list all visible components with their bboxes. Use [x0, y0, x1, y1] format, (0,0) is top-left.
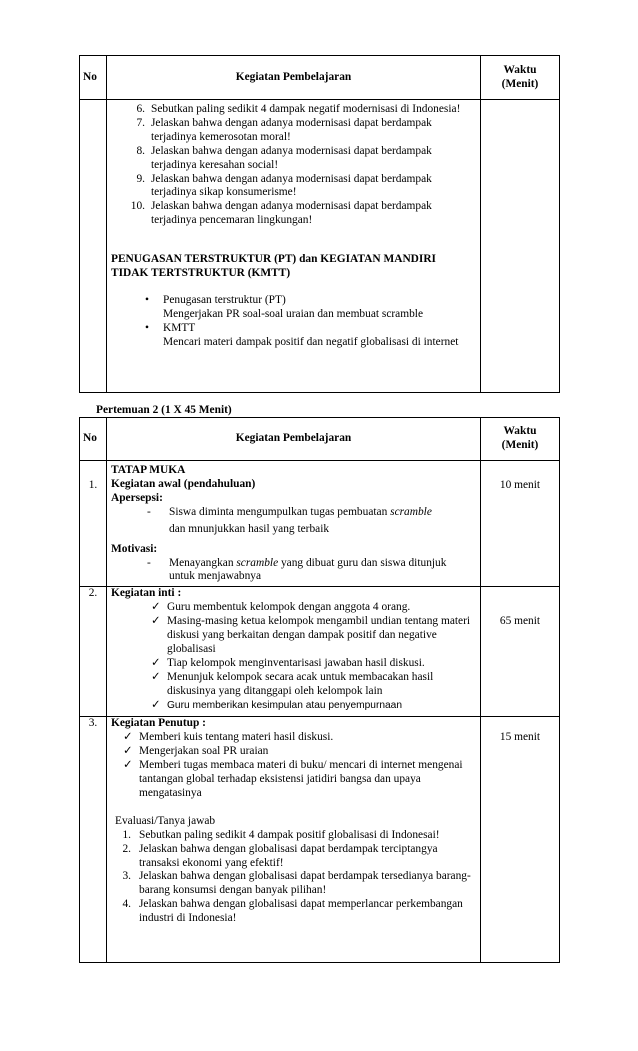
list-item: ✓ Guru membentuk kelompok dengan anggota 4 orang.	[151, 601, 411, 614]
checkmark-icon: ✓	[123, 745, 133, 758]
cell-activity	[107, 100, 481, 393]
row-number: 2.	[88, 587, 98, 600]
checkmark-icon: ✓	[151, 601, 161, 614]
list-item: 6. Sebutkan paling sedikit 4 dampak negatif modernisasi di Indonesia!	[136, 103, 461, 115]
list-item: 3. Jelaskan bahwa dengan globalisasi dapat berdampak tersedianya barang-barang konsumsi dengan banyak pilihan!	[122, 870, 471, 897]
apersepsi-continuation: dan mnunjukkan hasil yang terbaik	[169, 522, 330, 535]
list-item: - Siswa diminta mengumpulkan tugas pembuatan scramble	[147, 505, 432, 518]
activity-table-1	[79, 55, 560, 393]
assignment-bullets	[111, 294, 474, 350]
meeting-title: Pertemuan 2 (1 X 45 Menit)	[96, 404, 232, 416]
checkmark-icon: ✓	[151, 698, 161, 711]
table-row	[80, 587, 560, 717]
checkmark-icon: ✓	[123, 759, 133, 772]
row-number: 1.	[88, 479, 98, 491]
row-number: 3.	[88, 717, 98, 730]
header-time	[481, 418, 560, 461]
cell-activity	[107, 461, 481, 587]
table-header-row	[80, 56, 560, 100]
duration-value: 15 menit	[499, 731, 541, 744]
activity-table-2	[79, 417, 560, 963]
cell-no	[80, 587, 107, 717]
tatap-muka-label: TATAP MUKA	[111, 464, 186, 476]
list-item: ✓ Memberi tugas membaca materi di buku/ mencari di internet mengenai tantangan global terhadap eksistensi jatidiri bangsa dan upaya mengatasinya	[123, 759, 463, 799]
list-item: 1. Sebutkan paling sedikit 4 dampak positif globalisasi di Indonesai!	[122, 828, 440, 841]
header-activity: Kegiatan Pembelajaran	[107, 418, 481, 461]
header-time-line2: (Menit)	[501, 77, 539, 90]
header-no: No	[80, 56, 107, 100]
question-list	[111, 829, 474, 926]
checkmark-icon: ✓	[151, 615, 161, 628]
list-item: 7. Jelaskan bahwa dengan adanya modernisasi dapat berdampak terjadinya kemerosotan moral!	[136, 116, 432, 143]
list-item: ✓ Guru memberikan kesimpulan atau penyempurnaan	[151, 698, 403, 711]
list-item: ✓ Mengerjakan soal PR uraian	[123, 745, 269, 758]
kegiatan-awal-label: Kegiatan awal (pendahuluan)	[111, 477, 256, 490]
checkmark-icon: ✓	[123, 731, 133, 744]
duration-value: 10 menit	[499, 479, 541, 491]
cell-activity	[107, 717, 481, 963]
header-activity: Kegiatan Pembelajaran	[107, 56, 481, 100]
cell-no	[80, 717, 107, 963]
question-list	[111, 103, 474, 228]
list-item: - Menayangkan scramble yang dibuat guru dan siswa ditunjuk untuk menjawabnya	[147, 556, 447, 583]
list-item: ✓ Masing-masing ketua kelompok mengambil undian tentang materi diskusi yang berkaitan dengan dampak positif dan negative globalisasi	[151, 615, 471, 655]
pt-heading-line1: PENUGASAN TERSTRUKTUR (PT) dan KEGIATAN MANDIRI	[111, 253, 436, 266]
cell-time	[481, 587, 560, 717]
list-item: 4. Jelaskan bahwa dengan globalisasi dapat memperlancar perkembangan industri di Indonesia!	[122, 898, 463, 925]
table-header-row	[80, 418, 560, 461]
kegiatan-inti-label: Kegiatan inti :	[111, 587, 182, 600]
evaluation-title: Evaluasi/Tanya jawab	[115, 814, 216, 827]
cell-activity	[107, 587, 481, 717]
list-item: 9. Jelaskan bahwa dengan adanya modernisasi dapat berdampak terjadinya sikap konsumerisme!	[136, 172, 432, 199]
kegiatan-penutup-label: Kegiatan Penutup :	[111, 717, 206, 730]
list-item: 10. Jelaskan bahwa dengan adanya modernisasi dapat berdampak terjadinya pencemaran lingkungan!	[130, 200, 432, 227]
header-time-line2: (Menit)	[501, 439, 539, 451]
list-item: ✓ Memberi kuis tentang materi hasil diskusi.	[123, 731, 334, 744]
bullet-icon: •	[145, 321, 149, 334]
motivasi-label: Motivasi:	[111, 542, 158, 555]
duration-value: 65 menit	[499, 615, 541, 628]
header-time-line1: Waktu	[503, 425, 537, 438]
table-row	[80, 717, 560, 963]
cell-time	[481, 717, 560, 963]
cell-no	[80, 461, 107, 587]
checkmark-icon: ✓	[151, 656, 161, 669]
list-item: • Penugasan terstruktur (PT) Mengerjakan PR soal-soal uraian dan membuat scramble	[145, 293, 424, 320]
list-item: 2. Jelaskan bahwa dengan globalisasi dapat berdampak terciptangya transaksi ekonomi yang efektif!	[122, 842, 438, 869]
cell-no	[80, 100, 107, 393]
cell-time	[481, 100, 560, 393]
header-time-line1: Waktu	[503, 63, 537, 76]
header-no: No	[80, 418, 107, 461]
list-item: 8. Jelaskan bahwa dengan adanya modernisasi dapat berdampak terjadinya keresahan social!	[136, 144, 432, 171]
list-item: ✓ Tiap kelompok menginventarisasi jawaban hasil diskusi.	[151, 656, 425, 669]
list-item: ✓ Menunjuk kelompok secara acak untuk membacakan hasil diskusinya yang ditanggapi oleh kelompok lain	[151, 670, 434, 697]
header-time	[481, 56, 560, 100]
table-row	[80, 100, 560, 393]
checkmark-icon: ✓	[151, 670, 161, 683]
pt-heading-line2: TIDAK TERTSTRUKTUR (KMTT)	[111, 267, 291, 280]
table-row	[80, 461, 560, 587]
apersepsi-label: Apersepsi:	[111, 491, 163, 504]
list-item: • KMTT Mencari materi dampak positif dan negatif globalisasi di internet	[145, 321, 459, 348]
bullet-icon: •	[145, 293, 149, 306]
cell-time	[481, 461, 560, 587]
